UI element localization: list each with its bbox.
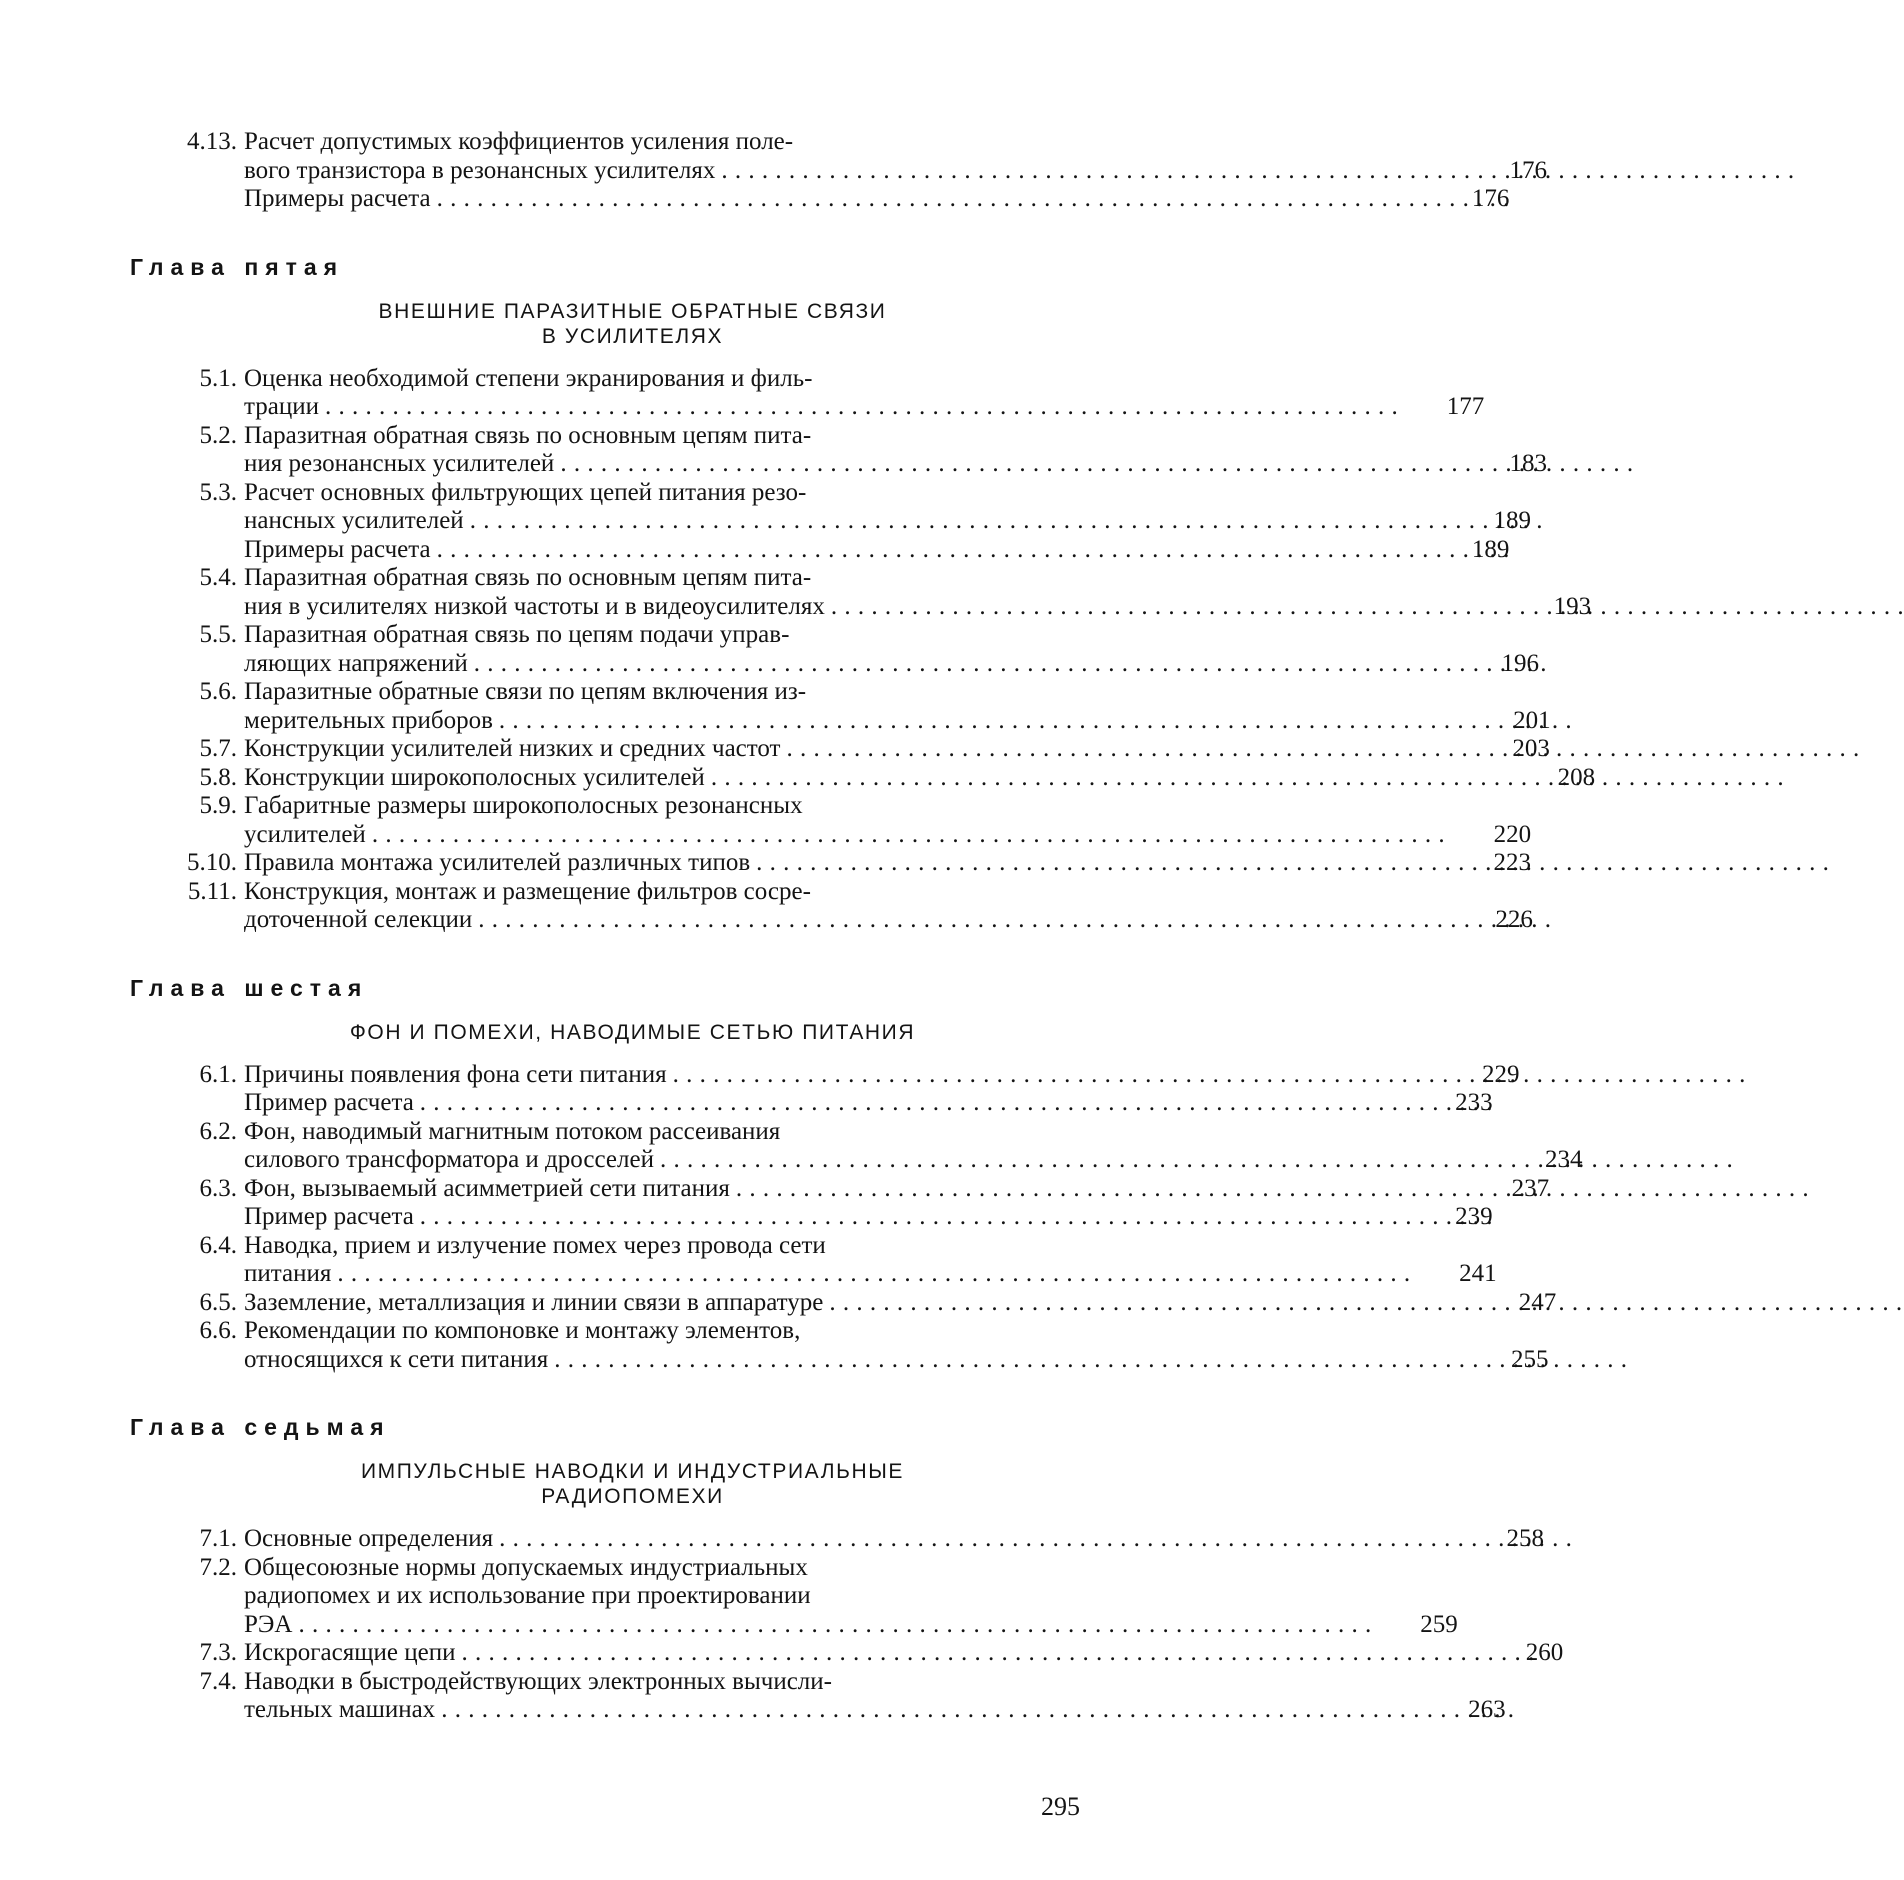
entry-text: [244, 621, 1453, 678]
entry-line: Наводки в быстродействующих электронных вычисли-: [244, 1667, 832, 1695]
entry-number: 6.3.: [199, 1174, 237, 1202]
entry-text: [244, 678, 1465, 735]
entry-line: Правила монтажа усилителей различных типов: [244, 849, 751, 876]
entry-number: 5.11.: [187, 877, 237, 905]
chapter-title-line: ВНЕШНИЕ ПАРАЗИТНЫЕ ОБРАТНЫЕ СВЯЗИ: [378, 299, 887, 323]
entry-page-number: 201: [1513, 706, 1551, 734]
toc-entry: [160, 421, 1547, 479]
entry-line-last: [244, 536, 1423, 565]
entry-text: [244, 479, 1445, 536]
entry-line: Фон, вызываемый асимметрией сети питания: [244, 1174, 730, 1202]
entry-page-number: 260: [1525, 1639, 1564, 1666]
entry-page-number: 259: [1420, 1610, 1458, 1638]
chapter-title-line: ФОН И ПОМЕХИ, НАВОДИМЫЕ СЕТЬЮ ПИТАНИЯ: [349, 1020, 916, 1044]
entry-line: Причины появления фона сети питания: [244, 1060, 667, 1088]
entry-line-last: [244, 1061, 1433, 1090]
table-of-contents: [130, 128, 1596, 1725]
entry-line: Габаритные размеры широкополосных резонансных: [244, 792, 803, 819]
entry-page-number: 177: [1446, 393, 1485, 420]
entry-line: ния резонансных усилителей: [244, 450, 555, 477]
entry-line: нансных усилителей: [244, 507, 464, 534]
entry-line-last: [244, 1289, 1470, 1318]
toc-entry: [160, 185, 1510, 214]
toc-entry: [160, 1089, 1493, 1118]
entry-number: 6.6.: [199, 1317, 237, 1344]
entry-line-last: [244, 507, 1445, 536]
entry-text: [244, 1089, 1407, 1118]
toc-entry: [160, 1525, 1545, 1554]
toc-entry: [160, 849, 1532, 878]
entry-line: Примеры расчета: [244, 185, 431, 212]
entry-line: Паразитная обратная связь по основным цепям пита-: [244, 421, 812, 449]
toc-entry: [160, 1317, 1549, 1374]
entry-number: 5.7.: [199, 735, 237, 762]
chapter-title: [160, 1020, 1085, 1045]
entry-page-number: 196: [1501, 649, 1539, 677]
entry-line: трации: [244, 393, 319, 420]
entry-line-last: [244, 849, 1445, 878]
entry-line-last: [244, 650, 1453, 679]
entry-line-last: [244, 1260, 1411, 1289]
toc-entry: [160, 564, 1592, 621]
entry-line-last: [244, 764, 1509, 793]
toc-entry: [160, 364, 1485, 422]
entry-text: [244, 1639, 1477, 1668]
dot-leader: [499, 1525, 1572, 1554]
entry-line: доточенной селекции: [244, 906, 473, 933]
entry-page-number: 176: [1509, 156, 1547, 184]
toc-entry: [160, 1231, 1497, 1289]
entry-line-last: [244, 1696, 1420, 1725]
entry-page-number: 223: [1493, 849, 1532, 876]
toc-entry: [160, 877, 1533, 935]
toc-entry: [160, 1060, 1520, 1090]
entry-page-number: 229: [1481, 1060, 1520, 1088]
toc-entry: [160, 128, 1547, 185]
entry-line: Примеры расчета: [244, 535, 431, 563]
entry-number: 6.1.: [199, 1060, 237, 1088]
dot-leader: [420, 1203, 1493, 1232]
toc-entry: [160, 1667, 1506, 1725]
entry-number: 6.4.: [199, 1231, 237, 1259]
entry-page-number: 263: [1468, 1696, 1506, 1723]
entry-text: [244, 1554, 1372, 1640]
entry-text: [244, 792, 1445, 849]
entry-line: питания: [244, 1260, 332, 1287]
entry-number: 4.13.: [187, 128, 237, 155]
entry-number: [160, 1203, 244, 1232]
entry-line: Заземление, металлизация и линии связи в аппаратуре: [244, 1288, 824, 1316]
toc-entry: [160, 735, 1550, 764]
entry-text: [244, 365, 1398, 422]
toc-entry: [160, 1203, 1493, 1232]
entry-number: [160, 1089, 244, 1118]
entry-number: 5.3.: [199, 478, 237, 506]
entry-page-number: 255: [1510, 1345, 1549, 1373]
entry-line: Паразитные обратные связи по цепям включения из-: [244, 678, 807, 705]
entry-line: силового трансформатора и дросселей: [244, 1146, 654, 1173]
entry-line-last: [244, 1175, 1463, 1204]
entry-page-number: 237: [1511, 1174, 1550, 1202]
entry-line: Паразитная обратная связь по основным цепям пита-: [244, 564, 812, 591]
chapter-title: [160, 1459, 1085, 1509]
entry-text: [244, 1317, 1462, 1374]
entry-number: 6.2.: [199, 1117, 237, 1145]
toc-entry: [160, 678, 1551, 735]
entry-number: 7.1.: [199, 1525, 237, 1552]
entry-line: усилителей: [244, 820, 366, 848]
entry-line-last: [244, 593, 1505, 622]
entry-text: [244, 1118, 1496, 1175]
toc-entry: [160, 1174, 1550, 1204]
dot-leader: [721, 157, 1794, 186]
entry-line: Конструкции широкополосных усилителей: [244, 763, 705, 791]
entry-number: 5.10.: [187, 849, 237, 876]
dot-leader: [298, 1611, 1371, 1640]
entry-text: [244, 1061, 1433, 1090]
dot-leader: [441, 1696, 1514, 1725]
entry-line: Пример расчета: [244, 1089, 414, 1116]
entry-number: 5.2.: [199, 421, 237, 449]
entry-text: [244, 764, 1509, 793]
dot-leader: [437, 185, 1510, 214]
entry-line-last: [244, 1146, 1496, 1175]
entry-line: относящихся к сети питания: [244, 1345, 549, 1373]
entry-line: радиопомех и их использование при проектировании: [244, 1582, 811, 1609]
entry-line-last: [244, 1525, 1458, 1554]
entry-page-number: 193: [1553, 592, 1592, 620]
entry-number: 5.4.: [199, 564, 237, 591]
entry-line-last: [244, 157, 1461, 186]
entry-line: РЭА: [244, 1610, 293, 1638]
entry-line: Расчет допустимых коэффициентов усиления поле-: [244, 128, 794, 155]
dot-leader: [499, 707, 1572, 736]
entry-page-number: 239: [1455, 1203, 1493, 1230]
toc-entry: [160, 1117, 1583, 1175]
entry-line: Паразитная обратная связь по цепям подачи управ-: [244, 621, 790, 648]
entry-page-number: 234: [1544, 1146, 1583, 1173]
dot-leader: [325, 393, 1398, 422]
entry-page-number: 183: [1509, 450, 1547, 477]
entry-line-last: [244, 1346, 1462, 1375]
dot-leader: [736, 1175, 1809, 1204]
entry-line: тельных машинах: [244, 1696, 436, 1723]
toc-entry: [160, 478, 1532, 536]
chapter-label: Глава седьмая: [130, 1414, 391, 1440]
entry-line: Фон, наводимый магнитным потоком рассеивания: [244, 1117, 781, 1145]
entry-line: Конструкции усилителей низких и средних частот: [244, 735, 781, 762]
entry-line-last: [244, 393, 1398, 422]
entry-page-number: 189: [1471, 535, 1510, 563]
entry-line-last: [244, 906, 1447, 935]
dot-leader: [474, 650, 1547, 679]
entry-line: ляющих напряжений: [244, 649, 468, 677]
dot-leader: [470, 507, 1543, 536]
entry-page-number: 233: [1455, 1089, 1493, 1116]
toc-entry: [160, 1639, 1564, 1668]
entry-text: [244, 1203, 1407, 1232]
dot-leader: [478, 906, 1551, 935]
toc-entry: [160, 1288, 1557, 1318]
entry-text: [244, 849, 1445, 878]
entry-text: [244, 128, 1461, 185]
entry-page-number: 176: [1471, 185, 1510, 212]
entry-page-number: 203: [1512, 735, 1550, 762]
chapter-title-line: В УСИЛИТЕЛЯХ: [541, 324, 724, 348]
entry-number: 5.5.: [199, 621, 237, 648]
entry-text: [244, 1232, 1411, 1289]
toc-entry: [160, 792, 1532, 849]
chapter-title-line: РАДИОПОМЕХИ: [541, 1485, 724, 1508]
entry-line-last: [244, 185, 1423, 214]
dot-leader: [831, 593, 1904, 622]
entry-line: Наводка, прием и излучение помех через провода сети: [244, 1231, 826, 1259]
entry-page-number: 226: [1495, 906, 1533, 933]
toc-entry: [160, 1553, 1458, 1640]
entry-line: мерительных приборов: [244, 706, 493, 734]
dot-leader: [461, 1639, 1534, 1668]
entry-number: 5.1.: [199, 364, 237, 392]
entry-line-last: [244, 1611, 1372, 1640]
toc-entry: [160, 535, 1510, 565]
chapter-label: Глава пятая: [130, 253, 345, 280]
entry-page-number: 220: [1493, 820, 1532, 848]
chapter-title: [160, 299, 1085, 349]
entry-line: Общесоюзные нормы допускаемых индустриальных: [244, 1553, 808, 1581]
entry-page-number: 247: [1518, 1288, 1557, 1316]
chapter-label: Глава шестая: [130, 974, 369, 1001]
dot-leader: [829, 1289, 1902, 1318]
entry-line-last: [244, 1089, 1407, 1118]
toc-entry: [160, 621, 1539, 678]
entry-line-last: [244, 735, 1464, 764]
entry-line: вого транзистора в резонансных усилителях: [244, 156, 716, 184]
entry-text: [244, 564, 1505, 621]
entry-number: 5.8.: [199, 763, 237, 791]
dot-leader: [437, 536, 1510, 565]
entry-text: [244, 422, 1461, 479]
dot-leader: [756, 849, 1829, 878]
entry-text: [244, 1525, 1458, 1554]
entry-number: [160, 536, 244, 565]
entry-line: Основные определения: [244, 1525, 494, 1552]
entry-text: [244, 536, 1423, 565]
entry-page-number: 258: [1506, 1525, 1545, 1552]
entry-text: [244, 1289, 1470, 1318]
entry-page-number: 189: [1493, 507, 1532, 534]
dot-leader: [337, 1260, 1410, 1289]
entry-line-last: [244, 1203, 1407, 1232]
dot-leader: [372, 821, 1445, 850]
entry-number: 7.2.: [199, 1553, 237, 1581]
entry-text: [244, 735, 1464, 764]
entry-number: 7.3.: [199, 1639, 237, 1666]
entry-number: 6.5.: [199, 1288, 237, 1316]
entry-number: 5.9.: [199, 792, 237, 819]
entry-line: Рекомендации по компоновке и монтажу элементов,: [244, 1317, 801, 1344]
entry-number: 7.4.: [199, 1667, 237, 1695]
entry-line: ния в усилителях низкой частоты и в видеоусилителях: [244, 592, 825, 620]
page-number: 295: [1041, 1792, 1080, 1821]
entry-line: Оценка необходимой степени экранирования и филь-: [244, 364, 813, 392]
entry-line: Расчет основных фильтрующих цепей питания резо-: [244, 478, 807, 506]
entry-line: Искрогасящие цепи: [244, 1639, 456, 1666]
entry-line: Конструкция, монтаж и размещение фильтров сосре-: [244, 877, 811, 905]
entry-text: [244, 185, 1423, 214]
entry-line-last: [244, 821, 1445, 850]
dot-leader: [673, 1061, 1746, 1090]
entry-number: [160, 185, 244, 214]
entry-text: [244, 1668, 1420, 1725]
chapter-title-line: ИМПУЛЬСНЫЕ НАВОДКИ И ИНДУСТРИАЛЬНЫЕ: [360, 1460, 905, 1483]
toc-entry: [160, 763, 1596, 793]
entry-page-number: 208: [1557, 763, 1596, 791]
entry-line: Пример расчета: [244, 1203, 414, 1230]
entry-line-last: [244, 450, 1461, 479]
entry-line-last: [244, 707, 1465, 736]
entry-text: [244, 878, 1447, 935]
entry-line-last: [244, 1639, 1477, 1668]
entry-text: [244, 1175, 1463, 1204]
dot-leader: [711, 764, 1784, 793]
entry-number: 5.6.: [199, 678, 237, 705]
dot-leader: [420, 1089, 1493, 1118]
dot-leader: [786, 735, 1859, 764]
entry-page-number: 241: [1459, 1260, 1497, 1287]
